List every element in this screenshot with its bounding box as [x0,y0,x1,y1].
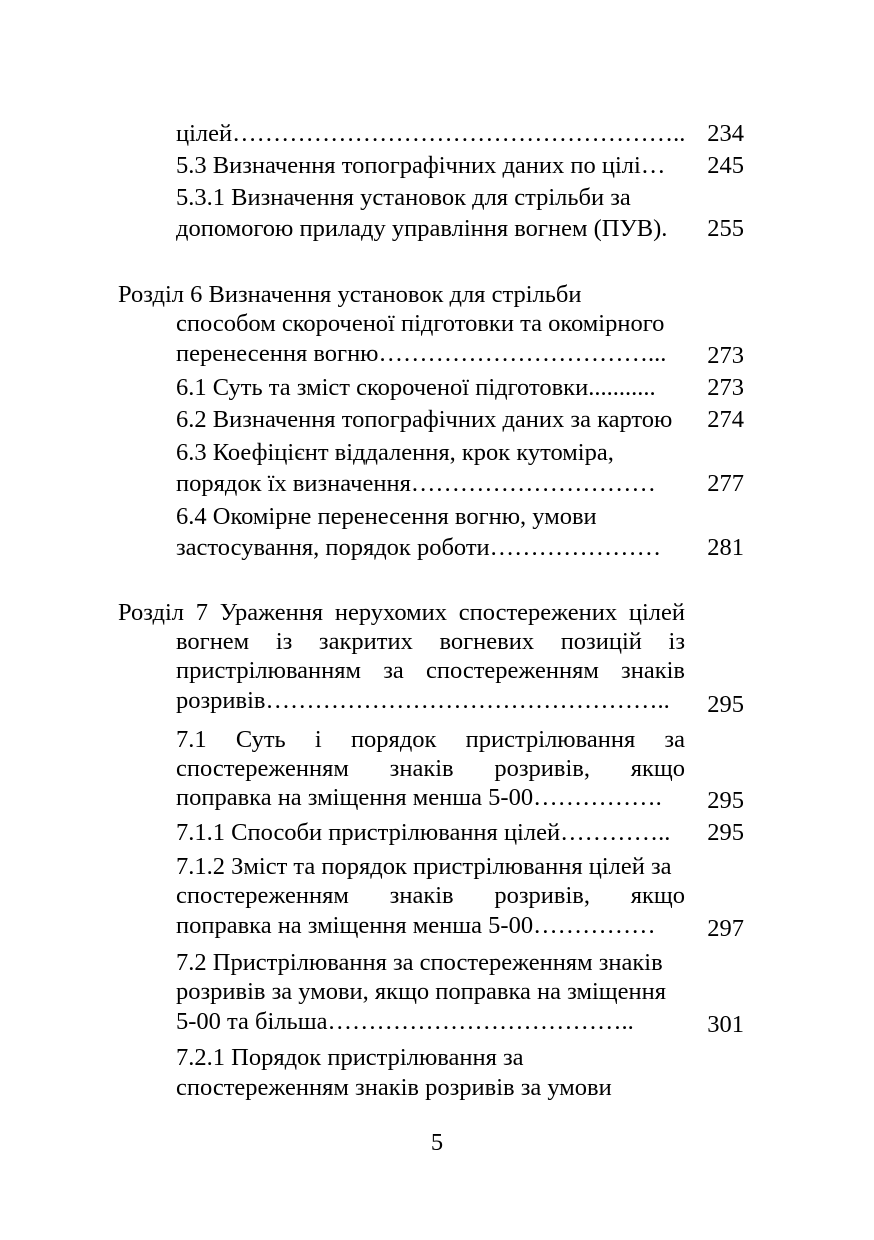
toc-page-number: 255 [707,215,744,242]
toc-entry-text: 5.3 Визначення топографічних даних по цілі… [176,152,666,179]
toc-entry-text: 6.1 Суть та зміст скороченої підготовки........... [176,374,656,401]
toc-entry-text: 7.2 Пристрілювання за спостереженням знаків [176,949,663,976]
toc-page-number: 273 [707,374,744,401]
toc-entry-text: 7.1.2 Зміст та порядок пристрілювання цілей за [176,853,672,880]
toc-entry-text: порядок їх визначення………………………… [176,470,656,497]
toc-entry-text: 6.2 Визначення топографічних даних за картою [176,406,673,433]
toc-page-number: 297 [707,915,744,942]
toc-page-number: 234 [707,120,744,147]
toc-entry-text: поправка на зміщення менша 5-00……………. [176,784,662,811]
toc-entry-text: спостереженням знаків розривів за умови [176,1074,612,1101]
toc-page-number: 301 [707,1011,744,1038]
toc-entry-text: вогнем із закритих вогневих позицій із [176,628,685,655]
section-heading: Розділ 6 Визначення установок для стрільби [118,281,582,308]
toc-entry-text: спостереженням знаків розривів, якщо [176,882,685,909]
toc-entry-text: 5.3.1 Визначення установок для стрільби за [176,184,631,211]
toc-page-number: 274 [707,406,744,433]
toc-entry-text: спостереженням знаків розривів, якщо [176,755,685,782]
section-heading: Розділ 7 Ураження нерухомих спостережених цілей [118,599,685,626]
toc-page-number: 295 [707,819,744,846]
toc-entry-text: поправка на зміщення менша 5-00…………… [176,912,656,939]
toc-entry-text: застосування, порядок роботи………………… [176,534,662,561]
toc-page-number: 245 [707,152,744,179]
toc-entry-text: перенесення вогню……………………………... [176,340,667,367]
page-number: 5 [430,1129,444,1156]
toc-page-number: 295 [707,691,744,718]
toc-page-number: 277 [707,470,744,497]
toc-entry-text: пристрілюванням за спостереженням знаків [176,657,685,684]
toc-entry-text: способом скороченої підготовки та окомірного [176,310,665,337]
toc-entry-text: 6.4 Окомірне перенесення вогню, умови [176,503,597,530]
toc-entry-text: розривів за умови, якщо поправка на зміщення [176,978,666,1005]
toc-entry-text: 7.1.1 Способи пристрілювання цілей………….. [176,819,671,846]
toc-entry-text: цілей……………………………………………….. [176,120,686,147]
toc-entry-text: 7.2.1 Порядок пристрілювання за [176,1044,524,1071]
toc-entry-text: розривів………………………………………….. [176,687,670,714]
toc-entry-text: 6.3 Коефіцієнт віддалення, крок кутоміра, [176,439,614,466]
toc-page-number: 295 [707,787,744,814]
toc-entry-text: 5-00 та більша……………………………….. [176,1008,634,1035]
toc-entry-text: допомогою приладу управління вогнем (ПУВ). [176,215,668,242]
toc-page-number: 273 [707,342,744,369]
toc-page-number: 281 [707,534,744,561]
toc-entry-text: 7.1 Суть і порядок пристрілювання за [176,726,685,753]
